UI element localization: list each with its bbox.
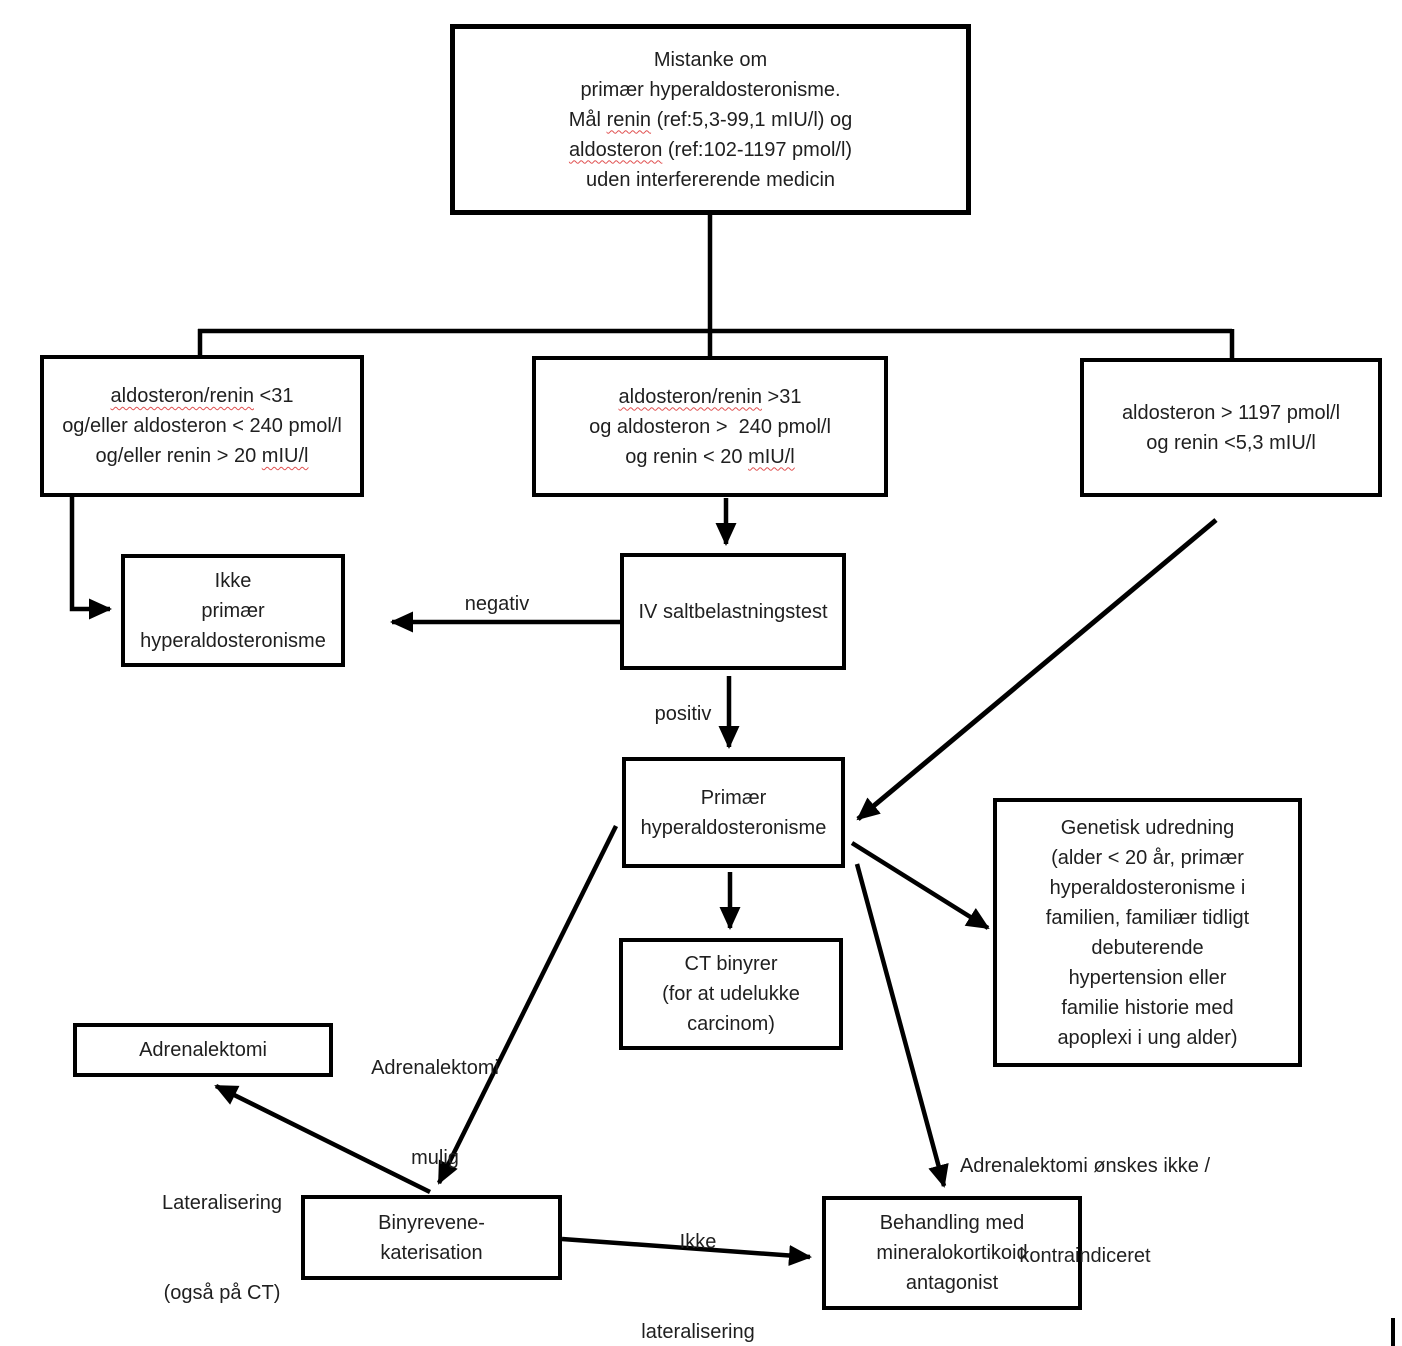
edge-label-line: (også på CT) <box>163 1282 281 1304</box>
box-line <box>111 381 294 411</box>
edge-label-line: Adrenalektomi <box>371 1057 499 1079</box>
misspelled-word: renin <box>606 108 652 131</box>
adrenalectomy-box <box>73 1023 333 1077</box>
tree-connector <box>198 213 1232 358</box>
box-line: CT binyrer <box>684 953 778 975</box>
box-line: hyperaldosteronisme <box>640 816 827 839</box>
box-line: og renin <5,3 mIU/l <box>1146 431 1316 454</box>
salt-test-box <box>620 553 846 670</box>
box-line: debuterende <box>1091 936 1204 959</box>
box-line: hypertension eller <box>1068 966 1227 989</box>
edge-label-line: Ikke <box>679 1231 717 1253</box>
suspicion-box <box>450 24 971 215</box>
box-line: antagonist <box>905 1272 999 1294</box>
criteria-high-box <box>532 356 888 497</box>
edge-label-lateralization <box>112 1128 332 1346</box>
edge-label-line: Lateralisering <box>161 1192 283 1214</box>
box-line: Primær <box>700 786 767 809</box>
edge-label-negative: negativ <box>464 593 530 615</box>
misspelled-word: aldosteron/renin <box>110 385 254 407</box>
box-line: (for at udelukke <box>662 983 800 1005</box>
misspelled-word: mIU/l <box>748 445 795 468</box>
ct-box <box>619 938 843 1050</box>
text-segment: <31 <box>253 385 294 407</box>
edge-label-line: mulig <box>411 1147 459 1169</box>
edge-label-adrenalectomy-possible <box>330 993 540 1233</box>
genetic-box <box>993 798 1302 1067</box>
box-line <box>569 135 852 165</box>
box-line <box>569 105 852 135</box>
text-segment: >31 <box>761 385 802 408</box>
arrow-low-to-not-primary <box>72 496 110 609</box>
box-line: uden interfererende medicin <box>585 168 836 191</box>
box-line: Behandling med <box>879 1212 1025 1234</box>
not-primary-box <box>121 554 345 667</box>
misspelled-word: mIU/l <box>261 445 309 467</box>
misspelled-word: aldosteron/renin <box>618 385 762 408</box>
box-line: katerisation <box>380 1241 483 1264</box>
text-segment: Mål <box>568 108 607 131</box>
box-line: IV saltbelastningstest <box>638 600 828 623</box>
edge-label-line: Adrenalektomi ønskes ikke / <box>959 1155 1211 1177</box>
box-line: Ikke <box>214 569 252 592</box>
box-line: Mistanke om <box>653 48 768 71</box>
box-line: og/eller aldosteron < 240 pmol/l <box>62 415 342 437</box>
text-caret <box>1391 1318 1395 1346</box>
box-line: Binyrevene- <box>378 1211 485 1234</box>
edge-label-line: kontraindiceret <box>1019 1245 1151 1267</box>
box-line: familie historie med <box>1061 996 1234 1019</box>
criteria-very-high-box <box>1080 358 1382 497</box>
box-line: hyperaldosteronisme <box>140 629 326 652</box>
edge-label-adrenalectomy-not-wanted <box>925 1091 1245 1331</box>
box-line: hyperaldosteronisme i <box>1049 876 1246 899</box>
box-line: carcinom) <box>687 1013 775 1035</box>
misspelled-word: aldosteron <box>568 138 663 161</box>
edge-label-line: lateralisering <box>641 1321 755 1343</box>
box-line: Adrenalektomi <box>139 1039 267 1061</box>
primary-box <box>622 757 845 868</box>
arrow-very-high-to-primary <box>858 520 1216 819</box>
box-line: mineralokortikoid <box>876 1242 1028 1264</box>
box-line: primær hyperaldosteronisme. <box>580 78 841 101</box>
box-line: apoplexi i ung alder) <box>1057 1026 1238 1049</box>
text-segment: (ref:102-1197 pmol/l) <box>662 138 853 161</box>
box-line <box>96 441 309 471</box>
edge-label-positive: positiv <box>654 703 712 725</box>
box-line: familien, familiær tidligt <box>1045 906 1250 929</box>
text-segment: og renin < 20 <box>625 445 749 468</box>
box-line: og aldosteron > 240 pmol/l <box>589 415 831 438</box>
box-line: Genetisk udredning <box>1060 816 1235 839</box>
text-segment: og/eller renin > 20 <box>95 445 262 467</box>
criteria-low-box <box>40 355 364 497</box>
box-line <box>625 442 795 472</box>
edge-label-no-lateralization <box>588 1167 808 1346</box>
text-segment: (ref:5,3-99,1 mIU/l) og <box>651 108 853 131</box>
box-line <box>619 382 802 412</box>
box-line: (alder < 20 år, primær <box>1051 846 1244 869</box>
box-line: aldosteron > 1197 pmol/l <box>1121 401 1341 424</box>
box-line: primær <box>201 599 265 622</box>
